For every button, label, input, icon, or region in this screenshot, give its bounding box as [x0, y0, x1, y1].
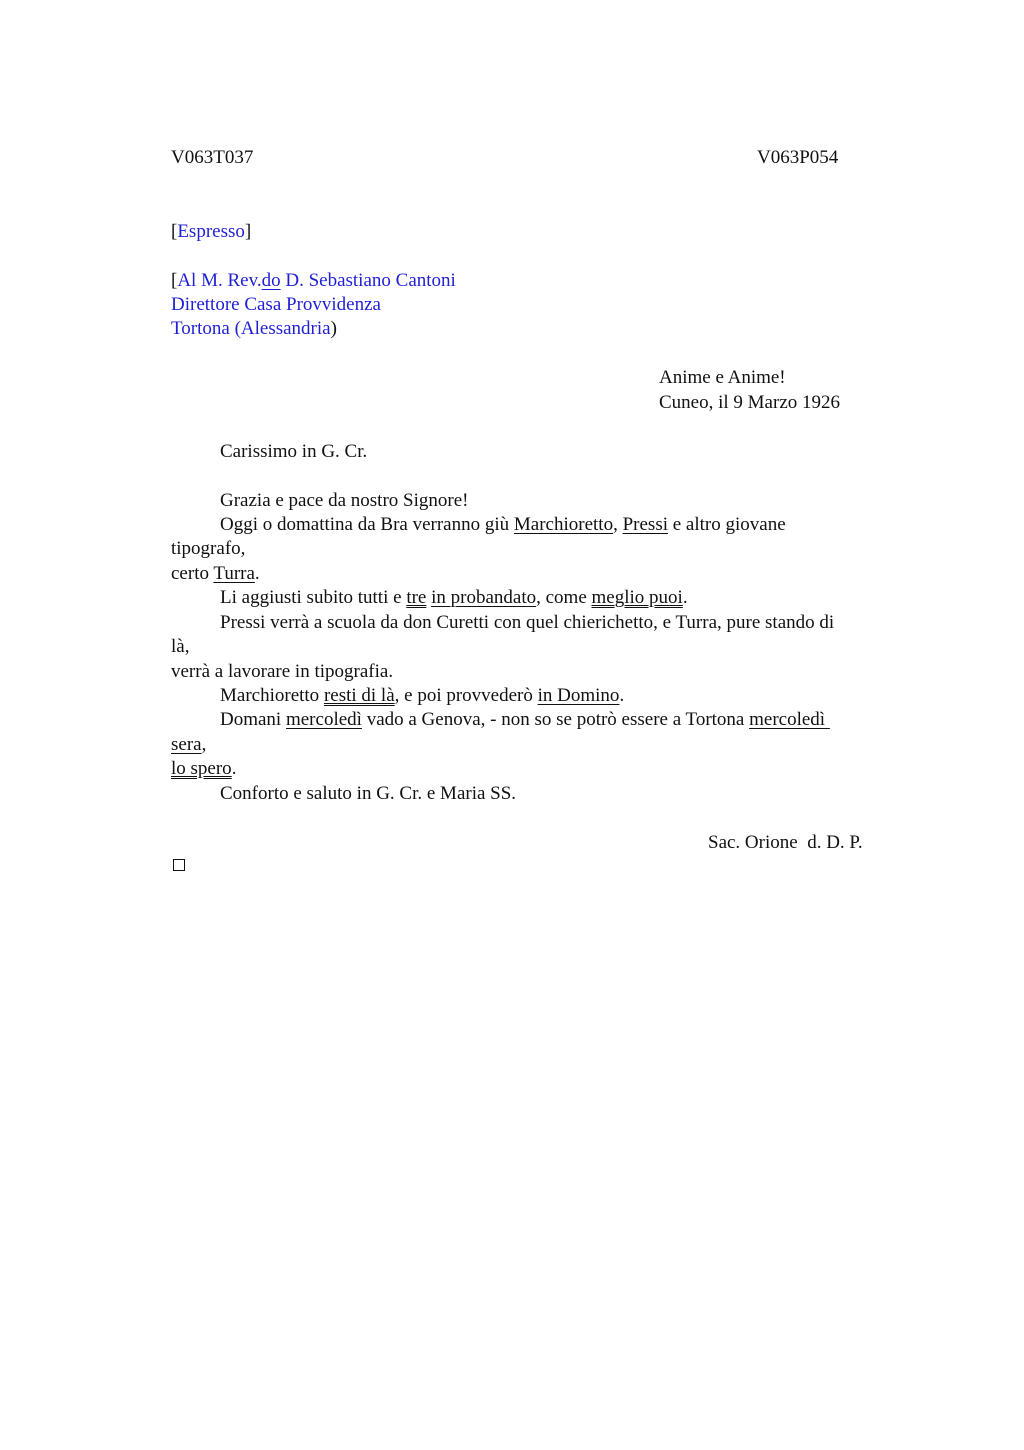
document-code-right: V063P054	[757, 147, 839, 168]
body-line-arrival: Oggi o domattina da Bra verranno giù Marchioretto, Pressi e altro giovane	[220, 514, 786, 535]
body-line-genova: Domani mercoledì vado a Genova, - non so se potrò essere a Tortona mercoledì	[220, 709, 830, 730]
document-code-left: V063T037	[171, 147, 254, 168]
body-line-arrival-wrap: tipografo,	[171, 538, 246, 559]
address-line-3: Tortona (Alessandria)	[171, 318, 337, 339]
body-line-genova-wrap: sera,	[171, 734, 207, 755]
body-line-scuola: Pressi verrà a scuola da don Curetti con quel chierichetto, e Turra, pure stando di	[220, 612, 835, 633]
body-line-greeting: Grazia e pace da nostro Signore!	[220, 490, 469, 511]
body-line-domino: Marchioretto resti di là, e poi provvederò in Domino.	[220, 685, 625, 706]
salutation: Carissimo in G. Cr.	[220, 441, 368, 462]
body-line-conforto: Conforto e saluto in G. Cr. e Maria SS.	[220, 783, 517, 804]
address-line-2: Direttore Casa Provvidenza	[171, 294, 381, 315]
body-line-turra: certo Turra.	[171, 563, 260, 584]
espresso-note: [Espresso]	[171, 221, 252, 242]
address-line-1: [Al M. Rev.do D. Sebastiano Cantoni	[171, 270, 456, 291]
signature: Sac. Orione d. D. P.	[708, 832, 863, 853]
motto: Anime e Anime!	[659, 367, 786, 388]
body-line-spero: lo spero.	[171, 758, 237, 779]
body-line-probandato: Li aggiusti subito tutti e tre in probandato, come meglio puoi.	[220, 587, 688, 608]
body-line-tipografia: verrà a lavorare in tipografia.	[171, 661, 394, 682]
body-line-scuola-wrap: là,	[171, 636, 190, 657]
empty-box-icon	[173, 859, 185, 871]
place-date: Cuneo, il 9 Marzo 1926	[659, 392, 841, 413]
